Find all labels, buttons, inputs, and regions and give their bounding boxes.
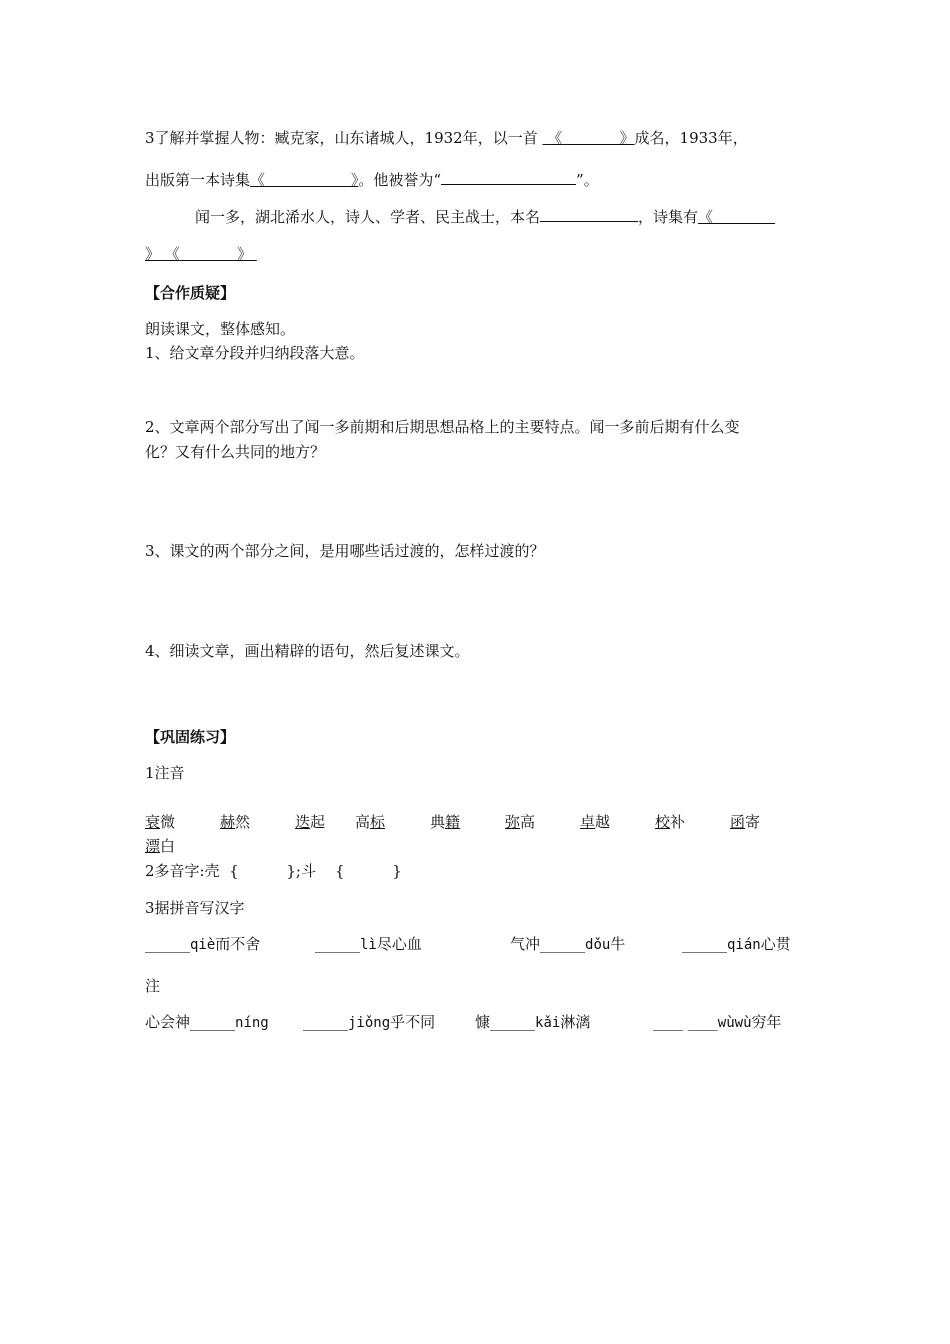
text: 闻一多，湖北浠水人，诗人、学者、民主战士，本名 xyxy=(195,208,541,226)
pinyin-item-8: ____ ____wùwù穷年 xyxy=(653,1013,782,1031)
poetry-collection-blank: 《 xyxy=(698,208,714,226)
text: 成名，1933年， xyxy=(634,129,748,147)
s3-line-1 xyxy=(145,128,748,148)
word-10: 漂白 xyxy=(145,837,176,855)
pinyin-row1-continuation: 注 xyxy=(145,977,161,995)
pinyin-item-6: ______jiǒng乎不同 xyxy=(303,1013,436,1031)
text: ”。 xyxy=(576,171,599,189)
word-5: 典籍 xyxy=(430,813,461,831)
text: 3了解并掌握人物：臧克家，山东诸城人，1932年，以一首 xyxy=(145,129,538,147)
collection-title-blank: 《 》 xyxy=(250,171,359,189)
word-9: 函寄 xyxy=(730,813,761,831)
word-3: 迭起 xyxy=(295,813,326,831)
word-2: 赫然 xyxy=(220,813,251,831)
pinyin-item-5: 心会神______níng xyxy=(145,1013,269,1031)
duoyin-line: 2多音字:壳 { };斗 { } xyxy=(145,862,402,880)
zhuyin-title: 1注音 xyxy=(145,764,185,782)
coop-q2-line-1: 2、文章两个部分写出了闻一多前期和后期思想品格上的主要特点。闻一多前后期有什么变 xyxy=(145,418,740,436)
text: 出版第一本诗集 xyxy=(145,171,251,189)
poem-title-blank: 《 》 xyxy=(547,129,635,147)
word-8: 校补 xyxy=(655,813,686,831)
pinyin-item-3: 气冲______dǒu牛 xyxy=(510,935,626,953)
pinyin-title: 3据拼音写汉字 xyxy=(145,899,245,917)
practice-heading: 【巩固练习】 xyxy=(145,728,236,746)
s3-line-2 xyxy=(145,170,599,190)
text: 。他被誉为“ xyxy=(358,171,442,189)
coop-q4: 4、细读文章，画出精辟的语句，然后复述课文。 xyxy=(145,642,470,660)
text: ，诗集有 xyxy=(638,208,699,226)
honor-blank xyxy=(441,170,576,185)
s3-line-4 xyxy=(145,244,257,264)
word-7: 卓越 xyxy=(580,813,611,831)
coop-intro: 朗读课文，整体感知。 xyxy=(145,320,296,338)
pinyin-item-4: ______qián心贯 xyxy=(682,935,791,953)
pinyin-item-1: ______qiè而不舍 xyxy=(145,935,261,953)
coop-q3: 3、课文的两个部分之间，是用哪些话过渡的，怎样过渡的？ xyxy=(145,542,545,560)
coop-q1: 1、给文章分段并归纳段落大意。 xyxy=(145,344,365,362)
pinyin-item-7: 慷______kǎi淋漓 xyxy=(475,1013,591,1031)
coop-q2-line-2: 化？又有什么共同的地方？ xyxy=(145,443,326,461)
s3-line-3 xyxy=(195,207,775,227)
poetry-collection-blank-2: 》 《 》 xyxy=(145,245,253,263)
word-4: 高标 xyxy=(355,813,386,831)
word-1: 衰微 xyxy=(145,813,176,831)
word-6: 弥高 xyxy=(505,813,536,831)
pinyin-item-2: ______lì尽心血 xyxy=(315,935,422,953)
coop-heading: 【合作质疑】 xyxy=(145,284,236,302)
real-name-blank xyxy=(540,207,638,222)
